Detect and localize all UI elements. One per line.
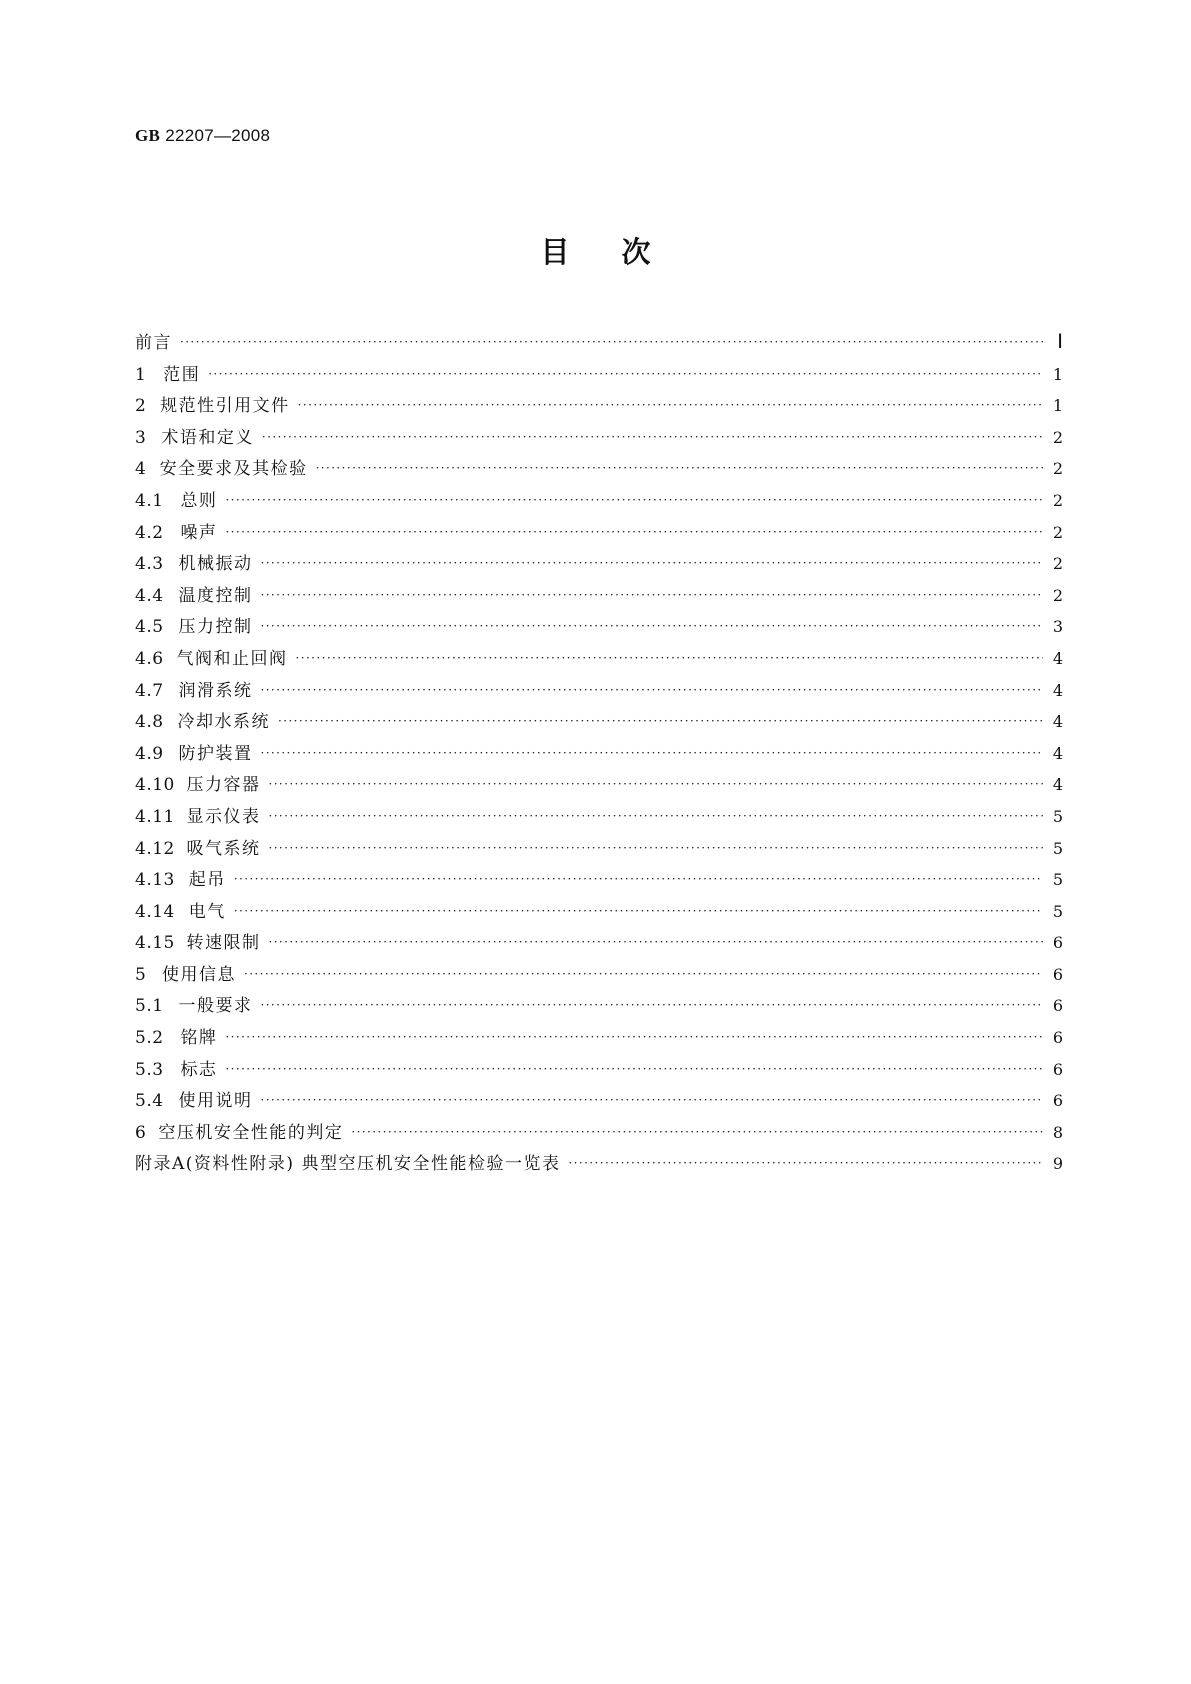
toc-entry-title: 润滑系统 (178, 680, 253, 701)
toc-entry[interactable] (135, 1149, 1063, 1181)
toc-dot-leader (262, 430, 1043, 444)
toc-dot-leader (260, 1093, 1043, 1107)
toc-entry-page: 4 (1052, 775, 1063, 795)
toc-entry-title: 显示仪表 (186, 806, 261, 827)
toc-entry-page: 2 (1052, 459, 1063, 479)
toc-entry-number: 4.2 (135, 522, 164, 543)
toc-entry[interactable] (135, 391, 1063, 423)
toc-entry[interactable] (135, 1023, 1063, 1055)
toc-entry-number: 5.1 (135, 996, 164, 1017)
toc-entry[interactable] (135, 991, 1063, 1023)
toc-entry-number: 4.3 (135, 554, 164, 575)
toc-dot-leader (225, 525, 1043, 539)
toc-entry-page: 6 (1052, 1091, 1063, 1111)
toc-entry-page: 4 (1052, 648, 1063, 668)
toc-entry[interactable] (135, 739, 1063, 771)
toc-dot-leader (260, 746, 1043, 760)
toc-entry-title: 安全要求及其检验 (159, 459, 308, 480)
toc-entry-number: 4.10 (135, 775, 175, 796)
toc-entry[interactable] (135, 518, 1063, 550)
toc-dot-leader (208, 367, 1043, 381)
toc-entry-number: 5.4 (135, 1091, 164, 1112)
toc-dot-leader (316, 461, 1043, 475)
toc-entry-page: 6 (1052, 964, 1063, 984)
toc-entry[interactable] (135, 960, 1063, 992)
toc-entry-page: 5 (1052, 838, 1063, 858)
toc-entry-number: 5.2 (135, 1028, 164, 1049)
toc-entry-page: 5 (1052, 806, 1063, 826)
toc-entry-number: 4.14 (135, 901, 175, 922)
standard-number: 22207—2008 (165, 126, 271, 145)
toc-entry-title: 附录A(资料性附录) 典型空压机安全性能检验一览表 (135, 1154, 561, 1175)
toc-entry-page: 4 (1052, 680, 1063, 700)
toc-entry[interactable] (135, 897, 1063, 929)
toc-entry-title: 机械振动 (178, 554, 253, 575)
toc-dot-leader (225, 1062, 1043, 1076)
toc-entry-page: 6 (1052, 933, 1063, 953)
toc-entry-title: 气阀和止回阀 (176, 648, 288, 669)
toc-entry-number: 4.7 (135, 680, 164, 701)
toc-dot-leader (351, 1125, 1043, 1139)
toc-entry-page: Ⅰ (1057, 331, 1063, 353)
toc-dot-leader (260, 556, 1043, 570)
toc-entry-title: 空压机安全性能的判定 (158, 1122, 344, 1143)
toc-entry-title: 使用说明 (178, 1091, 253, 1112)
toc-entry-number: 4 (135, 459, 147, 480)
toc-entry[interactable] (135, 1086, 1063, 1118)
toc-entry-page: 6 (1052, 1059, 1063, 1079)
toc-entry-number: 3 (135, 427, 147, 448)
toc-entry-title: 冷却水系统 (177, 712, 271, 733)
toc-entry-number: 4.8 (135, 712, 164, 733)
toc-entry-page: 1 (1052, 396, 1063, 416)
toc-dot-leader (234, 872, 1043, 886)
toc-entry-title: 术语和定义 (161, 427, 254, 448)
toc-entry-number: 4.13 (135, 870, 175, 891)
toc-entry-page: 6 (1052, 1028, 1063, 1048)
toc-entry[interactable] (135, 928, 1063, 960)
toc-dot-leader (225, 1030, 1043, 1044)
toc-entry[interactable] (135, 549, 1063, 581)
toc-dot-leader (234, 904, 1043, 918)
toc-entry[interactable] (135, 328, 1063, 360)
toc-entry[interactable] (135, 423, 1063, 455)
toc-entry-page: 5 (1052, 870, 1063, 890)
toc-entry[interactable] (135, 676, 1063, 708)
toc-entry-title: 标志 (180, 1059, 218, 1080)
toc-dot-leader (260, 588, 1043, 602)
toc-entry-page: 2 (1052, 522, 1063, 542)
toc-entry-title: 使用信息 (161, 964, 236, 985)
toc-entry-title: 防护装置 (178, 743, 253, 764)
toc-entry-number: 4.15 (135, 933, 175, 954)
toc-dot-leader (260, 619, 1043, 633)
toc-entry-number: 5 (135, 964, 147, 985)
toc-entry-number: 2 (135, 396, 147, 417)
toc-entry-number: 4.1 (135, 490, 164, 511)
toc-entry-page: 4 (1052, 743, 1063, 763)
toc-entry-page: 2 (1052, 585, 1063, 605)
toc-entry-page: 2 (1052, 427, 1063, 447)
toc-dot-leader (260, 998, 1043, 1012)
toc-entry-title: 范围 (163, 364, 201, 385)
toc-entry-page: 6 (1052, 996, 1063, 1016)
toc-entry[interactable] (135, 581, 1063, 613)
toc-entry[interactable] (135, 1118, 1063, 1150)
document-header (135, 126, 270, 146)
toc-entry-title: 一般要求 (178, 996, 253, 1017)
toc-entry[interactable] (135, 360, 1063, 392)
toc-entry-page: 8 (1052, 1122, 1063, 1142)
toc-dot-leader (268, 841, 1043, 855)
toc-entry[interactable] (135, 612, 1063, 644)
toc-entry-number: 4.11 (135, 806, 175, 827)
toc-entry-title: 吸气系统 (186, 838, 261, 859)
toc-entry[interactable] (135, 770, 1063, 802)
toc-entry-number: 4.12 (135, 838, 175, 859)
standard-code: GB (135, 126, 161, 145)
toc-entry-title: 电气 (188, 901, 226, 922)
toc-entry[interactable] (135, 865, 1063, 897)
toc-entry[interactable] (135, 1055, 1063, 1087)
toc-entry-page: 2 (1052, 490, 1063, 510)
toc-entry-title: 压力控制 (178, 617, 253, 638)
toc-entry-title: 噪声 (180, 522, 218, 543)
toc-entry[interactable] (135, 454, 1063, 486)
toc-entry-number: 4.6 (135, 648, 164, 669)
toc-dot-leader (260, 683, 1043, 697)
toc-entry-title: 铭牌 (180, 1028, 218, 1049)
toc-entry-page: 2 (1052, 554, 1063, 574)
toc-dot-leader (268, 777, 1043, 791)
toc-entry[interactable] (135, 802, 1063, 834)
toc-dot-leader (268, 935, 1043, 949)
toc-entry-page: 1 (1052, 364, 1063, 384)
table-of-contents (135, 328, 1063, 1181)
toc-entry-title: 总则 (180, 490, 218, 511)
toc-dot-leader (225, 493, 1043, 507)
toc-entry-number: 1 (135, 364, 147, 385)
toc-entry-page: 4 (1052, 712, 1063, 732)
toc-entry-title: 前言 (135, 333, 172, 353)
toc-entry-title: 规范性引用文件 (160, 396, 290, 417)
toc-entry-page: 5 (1052, 901, 1063, 921)
toc-entry-page: 3 (1052, 617, 1063, 637)
toc-title: 目次 (540, 235, 703, 269)
toc-entry-page: 9 (1052, 1154, 1063, 1174)
toc-dot-leader (244, 967, 1043, 981)
toc-entry-title: 压力容器 (186, 775, 261, 796)
toc-entry-title: 转速限制 (186, 933, 261, 954)
toc-entry[interactable] (135, 644, 1063, 676)
toc-dot-leader (268, 809, 1043, 823)
toc-entry-title: 温度控制 (178, 585, 253, 606)
toc-entry[interactable] (135, 707, 1063, 739)
toc-entry-number: 5.3 (135, 1059, 164, 1080)
toc-dot-leader (180, 335, 1043, 349)
toc-entry-title: 起吊 (188, 870, 226, 891)
toc-dot-leader (278, 714, 1043, 728)
toc-entry-number: 6 (135, 1122, 147, 1143)
toc-dot-leader (296, 651, 1043, 665)
toc-dot-leader (568, 1156, 1043, 1170)
toc-dot-leader (298, 398, 1043, 412)
toc-entry[interactable] (135, 834, 1063, 866)
toc-entry-number: 4.5 (135, 617, 164, 638)
toc-entry-number: 4.4 (135, 585, 164, 606)
toc-entry[interactable] (135, 486, 1063, 518)
toc-entry-number: 4.9 (135, 743, 164, 764)
